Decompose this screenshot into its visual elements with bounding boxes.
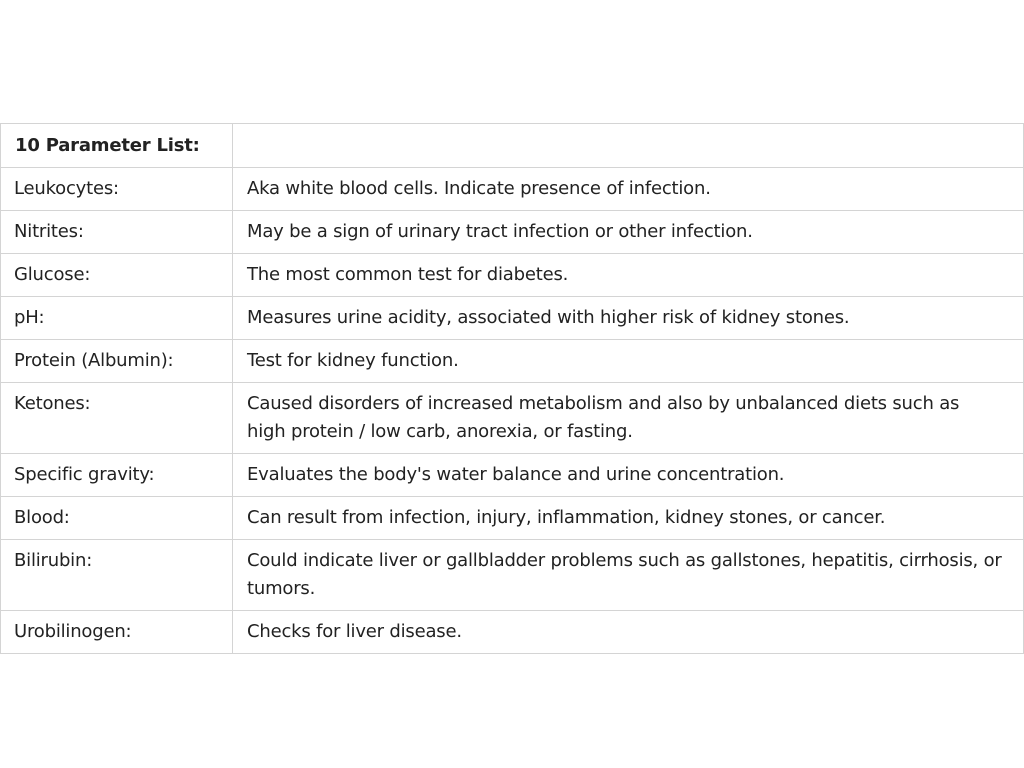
parameter-description: Measures urine acidity, associated with higher risk of kidney stones.: [233, 297, 1024, 340]
parameter-description: Can result from infection, injury, inflammation, kidney stones, or cancer.: [233, 497, 1024, 540]
parameter-description: Aka white blood cells. Indicate presence of infection.: [233, 168, 1024, 211]
parameter-description: Test for kidney function.: [233, 340, 1024, 383]
table-header-row: [1, 124, 1024, 168]
table-title: 10 Parameter List:: [1, 124, 233, 168]
parameter-description: May be a sign of urinary tract infection or other infection.: [233, 211, 1024, 254]
parameter-label: Nitrites:: [1, 211, 233, 254]
parameter-label: Glucose:: [1, 254, 233, 297]
table-row: [1, 611, 1024, 654]
table-row: [1, 497, 1024, 540]
parameter-description: The most common test for diabetes.: [233, 254, 1024, 297]
parameter-label: Protein (Albumin):: [1, 340, 233, 383]
table-row: [1, 254, 1024, 297]
table-header-empty-cell: [233, 124, 1024, 168]
parameter-description: Evaluates the body's water balance and urine concentration.: [233, 454, 1024, 497]
parameter-label: Specific gravity:: [1, 454, 233, 497]
table-row: [1, 168, 1024, 211]
parameter-label: Ketones:: [1, 383, 233, 454]
parameter-label: Urobilinogen:: [1, 611, 233, 654]
table-row: [1, 540, 1024, 611]
parameter-description: Checks for liver disease.: [233, 611, 1024, 654]
table-row: [1, 340, 1024, 383]
parameter-label: Bilirubin:: [1, 540, 233, 611]
parameter-label: Leukocytes:: [1, 168, 233, 211]
table-row: [1, 383, 1024, 454]
table-row: [1, 211, 1024, 254]
parameter-description: Caused disorders of increased metabolism and also by unbalanced diets such as high protein / low carb, anorexia, or fasting.: [233, 383, 1024, 454]
parameter-table-container: [0, 123, 1023, 654]
parameter-label: pH:: [1, 297, 233, 340]
parameter-table: [0, 123, 1024, 654]
parameter-description: Could indicate liver or gallbladder problems such as gallstones, hepatitis, cirrhosis, or tumors.: [233, 540, 1024, 611]
table-row: [1, 297, 1024, 340]
parameter-label: Blood:: [1, 497, 233, 540]
table-row: [1, 454, 1024, 497]
